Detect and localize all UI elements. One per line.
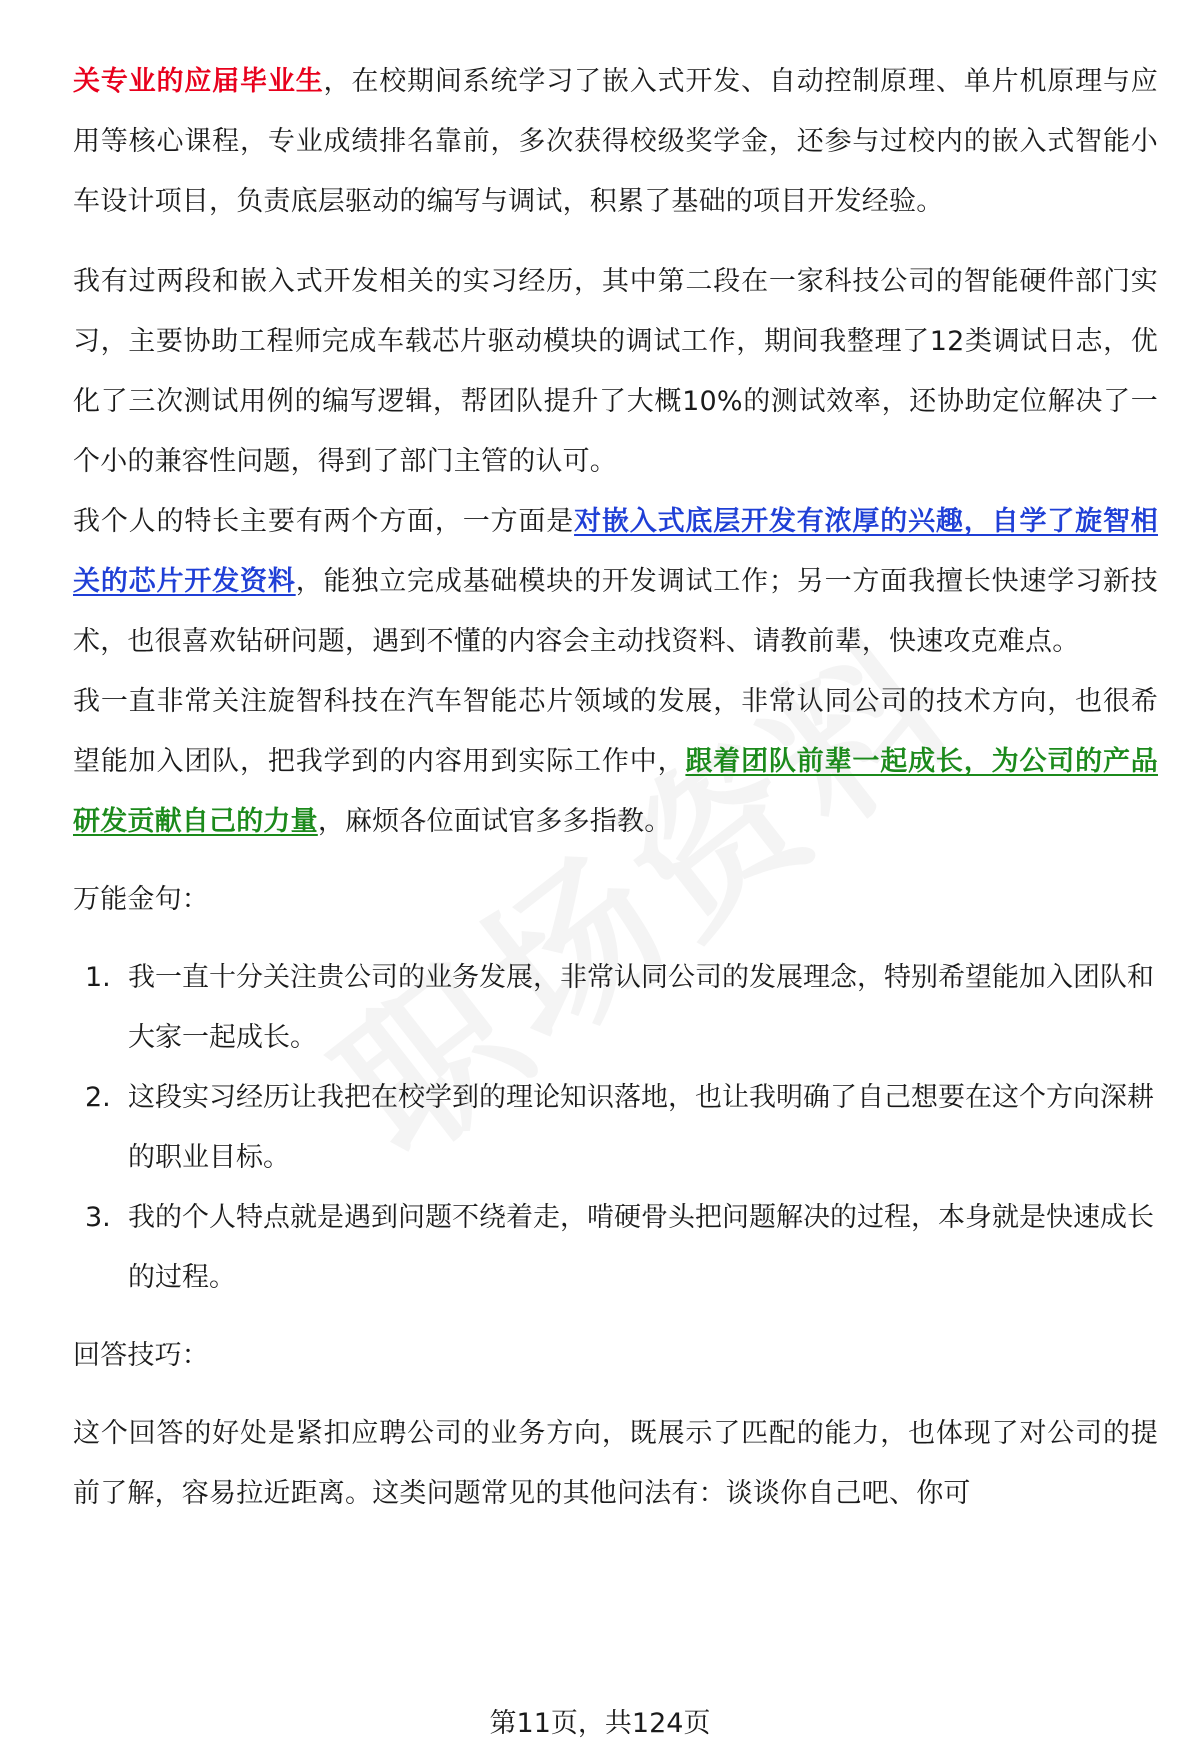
highlight-blue-text: 对嵌入式底层开发有浓厚的兴趣，自学了旋智相关的芯片开发资料 — [73, 506, 1158, 597]
paragraph-strengths — [73, 492, 1158, 672]
spacer — [73, 852, 1158, 870]
list-item-text: 这段实习经历让我把在校学到的理论知识落地，也让我明确了自己想要在这个方向深耕的职业目标。 — [128, 1082, 1154, 1173]
paragraph-motivation — [73, 672, 1158, 852]
list-item-text: 我一直十分关注贵公司的业务发展，非常认同公司的发展理念，特别希望能加入团队和大家一起成长。 — [128, 962, 1154, 1053]
list-item-text: 我的个人特点就是遇到问题不绕着走，啃硬骨头把问题解决的过程，本身就是快速成长的过程。 — [128, 1202, 1154, 1293]
paragraph-text: ，能独立完成基础模块的开发调试工作；另一方面我擅长快速学习新技术，也很喜欢钻研问题，遇到不懂的内容会主动找资料、请教前辈，快速攻克难点。 — [73, 566, 1158, 657]
list-item — [73, 1068, 1158, 1188]
spacer — [73, 1386, 1158, 1404]
page-number-footer: 第11页，共124页 — [489, 1708, 711, 1739]
spacer — [73, 1308, 1158, 1326]
highlight-red-text: 关专业的应届毕业生 — [73, 66, 324, 97]
list-item — [73, 1188, 1158, 1308]
list-item-number: 2. — [85, 1082, 111, 1113]
list-item-number: 1. — [85, 962, 111, 993]
paragraph-text: 我一直非常关注旋智科技在汽车智能芯片领域的发展，非常认同公司的技术方向，也很希望能加入团队，把我学到的内容用到实际工作中， — [73, 686, 1158, 777]
spacer — [73, 930, 1158, 948]
paragraph-text: ，麻烦各位面试官多多指教。 — [317, 806, 672, 837]
paragraph-internship — [73, 252, 1158, 492]
paragraph-text: 我有过两段和嵌入式开发相关的实习经历，其中第二段在一家科技公司的智能硬件部门实习，主要协助工程师完成车载芯片驱动模块的调试工作，期间我整理了12类调试日志，优化了三次测试用例的编写逻辑，帮团队提升了大概10%的测试效率，还协助定位解决了一个小的兼容性问题，得到了部门主管的认可。 — [73, 266, 1158, 477]
spacer — [73, 232, 1158, 252]
list-item-number: 3. — [85, 1202, 111, 1233]
paragraph-text: ，在校期间系统学习了嵌入式开发、自动控制原理、单片机原理与应用等核心课程，专业成绩排名靠前，多次获得校级奖学金，还参与过校内的嵌入式智能小车设计项目，负责底层驱动的编写与调试，积累了基础的项目开发经验。 — [73, 66, 1158, 217]
highlight-green-text: 跟着团队前辈一起成长，为公司的产品研发贡献自己的力量 — [73, 746, 1158, 837]
tips-paragraph: 这个回答的好处是紧扣应聘公司的业务方向，既展示了匹配的能力，也体现了对公司的提前了解，容易拉近距离。这类问题常见的其他问法有：谈谈你自己吧、你可 — [73, 1418, 1158, 1509]
paragraph-text: 我个人的特长主要有两个方面，一方面是 — [73, 506, 575, 537]
list-item — [73, 948, 1158, 1068]
paragraph-education — [73, 52, 1158, 232]
tips-heading: 回答技巧： — [73, 1340, 209, 1371]
golden-sentences-list — [73, 948, 1158, 1308]
golden-sentences-heading: 万能金句： — [73, 884, 209, 915]
document-content — [73, 52, 1158, 1524]
